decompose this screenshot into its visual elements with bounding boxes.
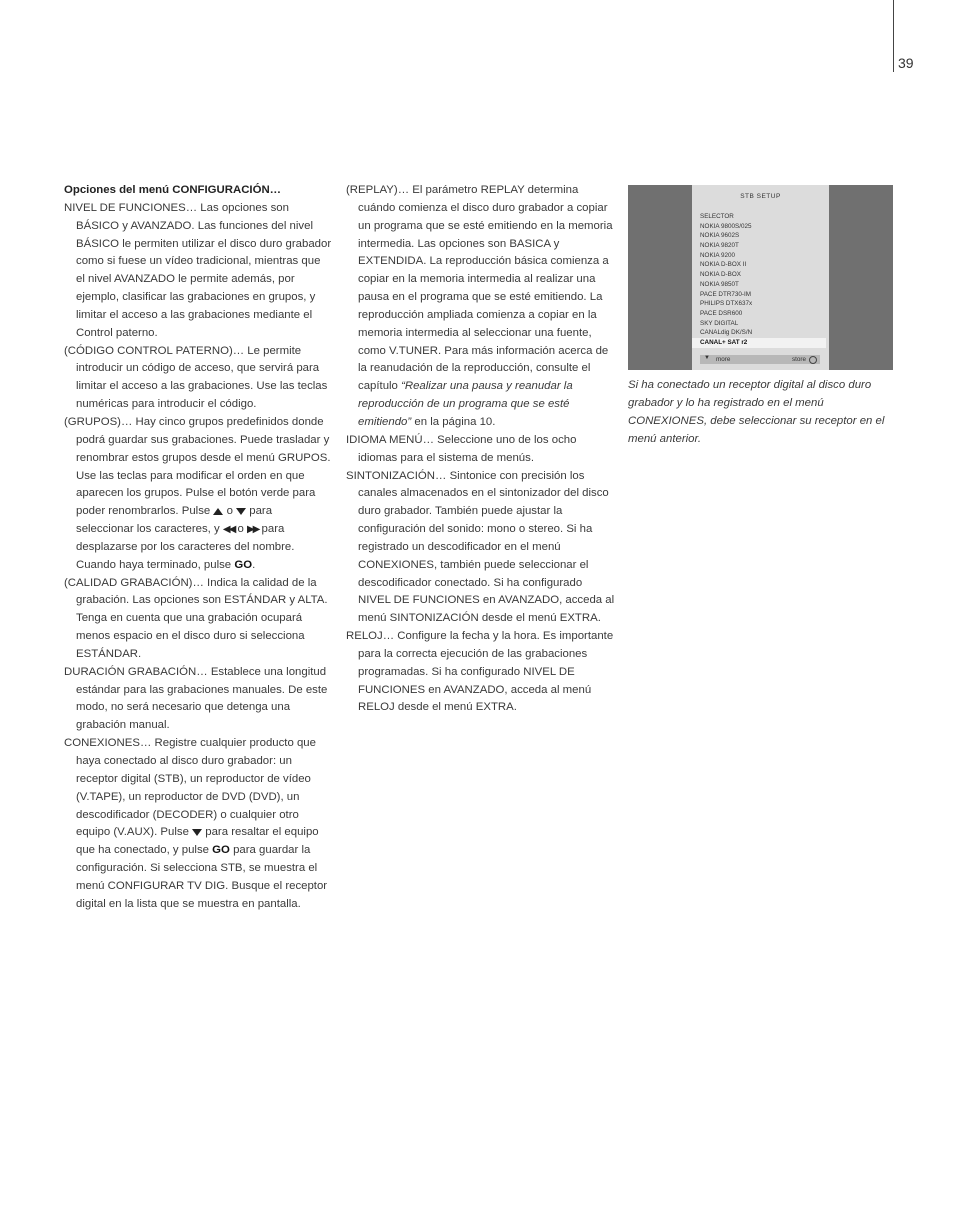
stb-list-item: NOKIA D-BOX II xyxy=(700,261,747,269)
stb-list-item: SKY DIGITAL xyxy=(700,319,739,327)
stb-list-item: PACE DTR730-IM xyxy=(700,290,751,298)
stb-list-item: CANALdig DK/S/N xyxy=(700,329,753,337)
entry-idioma-menu: IDIOMA MENÚ… Seleccione uno de los ocho idiomas para el sistema de menús. xyxy=(346,433,577,464)
menu-bottom-bar xyxy=(700,355,820,364)
menu-panel xyxy=(692,185,829,370)
fast-forward-icon: ▶▶ xyxy=(246,524,259,536)
go-key: GO xyxy=(212,844,230,857)
down-arrow-icon: ▼ xyxy=(704,355,710,361)
replay-chapter-reference: “Realizar una pausa y reanudar la reproducción de un programa que se esté emitiendo” xyxy=(358,380,573,428)
stb-list-item: PHILIPS DTX637x xyxy=(700,300,753,308)
stb-list-item: SELECTOR xyxy=(700,213,734,220)
grupos-or-2: o xyxy=(237,523,244,536)
figure-caption: Si ha conectado un receptor digital al disco duro grabador y lo ha registrado en el menú CONEXIONES, debe seleccionar su receptor en el menú anterior. xyxy=(628,379,885,445)
entry-nivel-funciones: NIVEL DE FUNCIONES… Las opciones son BÁSICO y AVANZADO. Las funciones del nivel BÁSICO le permiten utilizar el disco duro grabador como si fuese un vídeo tradicional, mientras que el nivel AVANZADO le permite además, por ejemplo, clasificar las grabaciones en grupos, y limitar el acceso a las grabaciones mediante el Control paterno. xyxy=(64,201,332,339)
grupos-text-3: para desplazarse por los caracteres del nombre. Cuando haya terminado, pulse xyxy=(76,523,295,571)
stb-list-item: NOKIA 9800S/025 xyxy=(700,222,752,230)
entry-codigo-control-paterno: (CÓDIGO CONTROL PATERNO)… Le permite introducir un código de acceso, que servirá para limitar el acceso a las grabaciones. Use las teclas numéricas para introducir el código. xyxy=(64,344,328,411)
entry-conexiones xyxy=(64,735,332,913)
menu-title: STB SETUP xyxy=(740,193,781,200)
stb-setup-screenshot xyxy=(628,185,893,370)
stb-list-item: NOKIA 9200 xyxy=(700,251,736,259)
stb-list-item: NOKIA 9850T xyxy=(700,280,739,288)
entry-replay xyxy=(346,182,616,432)
down-arrow-icon xyxy=(236,508,246,515)
conexiones-text-1: CONEXIONES… Registre cualquier producto que haya conectado al disco duro grabador: un receptor digital (STB), un reproductor de vídeo (V.TAPE), un reproductor de DVD (DVD), un descodificador (DECODER) o cualquier otro equipo (V.AUX). Pulse xyxy=(64,737,316,839)
page-number: 39 xyxy=(898,55,914,71)
grupos-text-1: (GRUPOS)… Hay cinco grupos predefinidos donde podrá guardar sus grabaciones. Puede trasladar y renombrar estos grupos desde el menú GRUPOS. Use las teclas para modificar el orden en que aparecen los grupos. Pulse el botón verde para poder renombrarlos. Pulse xyxy=(64,415,331,518)
entry-calidad-grabacion: (CALIDAD GRABACIÓN)… Indica la calidad de la grabación. Las opciones son ESTÁNDAR y ALTA. Tenga en cuenta que una grabación ocupará menos espacio en el disco duro si selecciona ESTÁNDAR. xyxy=(64,576,328,660)
column-2 xyxy=(346,182,616,717)
entry-grupos xyxy=(64,414,332,575)
entry-sintonizacion: SINTONIZACIÓN… Sintonice con precisión los canales almacenados en el sintonizador del disco duro grabador. También puede ajustar la configuración del sonido: mono o stereo. Si ha registrado un descodificador en el menú CONEXIONES, también puede seleccionar el descodificador conectado. Si ha configurado NIVEL DE FUNCIONES en AVANZADO, acceda al menú SINTONIZACIÓN desde el menú EXTRA. xyxy=(346,469,615,625)
stb-list xyxy=(700,212,826,348)
replay-text-2: en la página 10. xyxy=(414,415,496,428)
stb-list-item: PACE DSR600 xyxy=(700,309,743,317)
store-label: store xyxy=(792,356,806,363)
page-rule xyxy=(893,0,894,72)
go-key: GO xyxy=(234,558,253,571)
more-label: more xyxy=(716,356,731,363)
stb-list-item: CANAL+ SAT r2 xyxy=(692,338,826,348)
replay-text-1: (REPLAY)… El parámetro REPLAY determina cuándo comienza el disco duro grabador a copiar un programa que se esté emitiendo en la memoria intermedia. Las opciones son BASICA y EXTENDIDA. La reproducción básica comienza a copiar en la memoria intermedia al realizar una pausa en el programa que se esté emitiendo. La reproducción ampliada comienza a copiar en la memoria intermedia al seleccionar una fuente, como V.TUNER. Para más información acerca de la reanudación de la reproducción, consulte el capítulo xyxy=(346,184,613,393)
section-heading: Opciones del menú CONFIGURACIÓN… xyxy=(64,184,282,196)
down-arrow-icon xyxy=(192,829,202,836)
grupos-or-1: o xyxy=(226,505,233,518)
stb-list-item: NOKIA D-BOX xyxy=(700,271,741,279)
conexiones-text-2: para resaltar el equipo que ha conectado, y pulse xyxy=(76,826,319,857)
stb-list-item: NOKIA 9602S xyxy=(700,232,740,240)
globe-icon xyxy=(809,356,817,364)
entry-duracion-grabacion: DURACIÓN GRABACIÓN… Establece una longitud estándar para las grabaciones manuales. De este modo, no será necesario que detenga una grabación manual. xyxy=(64,665,328,732)
grupos-text-2: para seleccionar los caracteres, y xyxy=(76,505,273,536)
column-1 xyxy=(64,182,332,914)
stb-list-item: NOKIA 9820T xyxy=(700,242,739,250)
entry-reloj: RELOJ… Configure la fecha y la hora. Es importante para la correcta ejecución de las grabaciones programadas. Si ha configurado NIVEL DE FUNCIONES en AVANZADO, acceda al menú RELOJ desde el menú EXTRA. xyxy=(346,630,614,714)
grupos-end: . xyxy=(252,558,256,571)
rewind-icon: ◀◀ xyxy=(222,524,235,536)
conexiones-text-3: para guardar la configuración. Si selecciona STB, se muestra el menú CONFIGURAR TV DIG. Busque el receptor digital en la lista que se muestra en pantalla. xyxy=(76,844,328,910)
up-arrow-icon xyxy=(213,508,223,515)
